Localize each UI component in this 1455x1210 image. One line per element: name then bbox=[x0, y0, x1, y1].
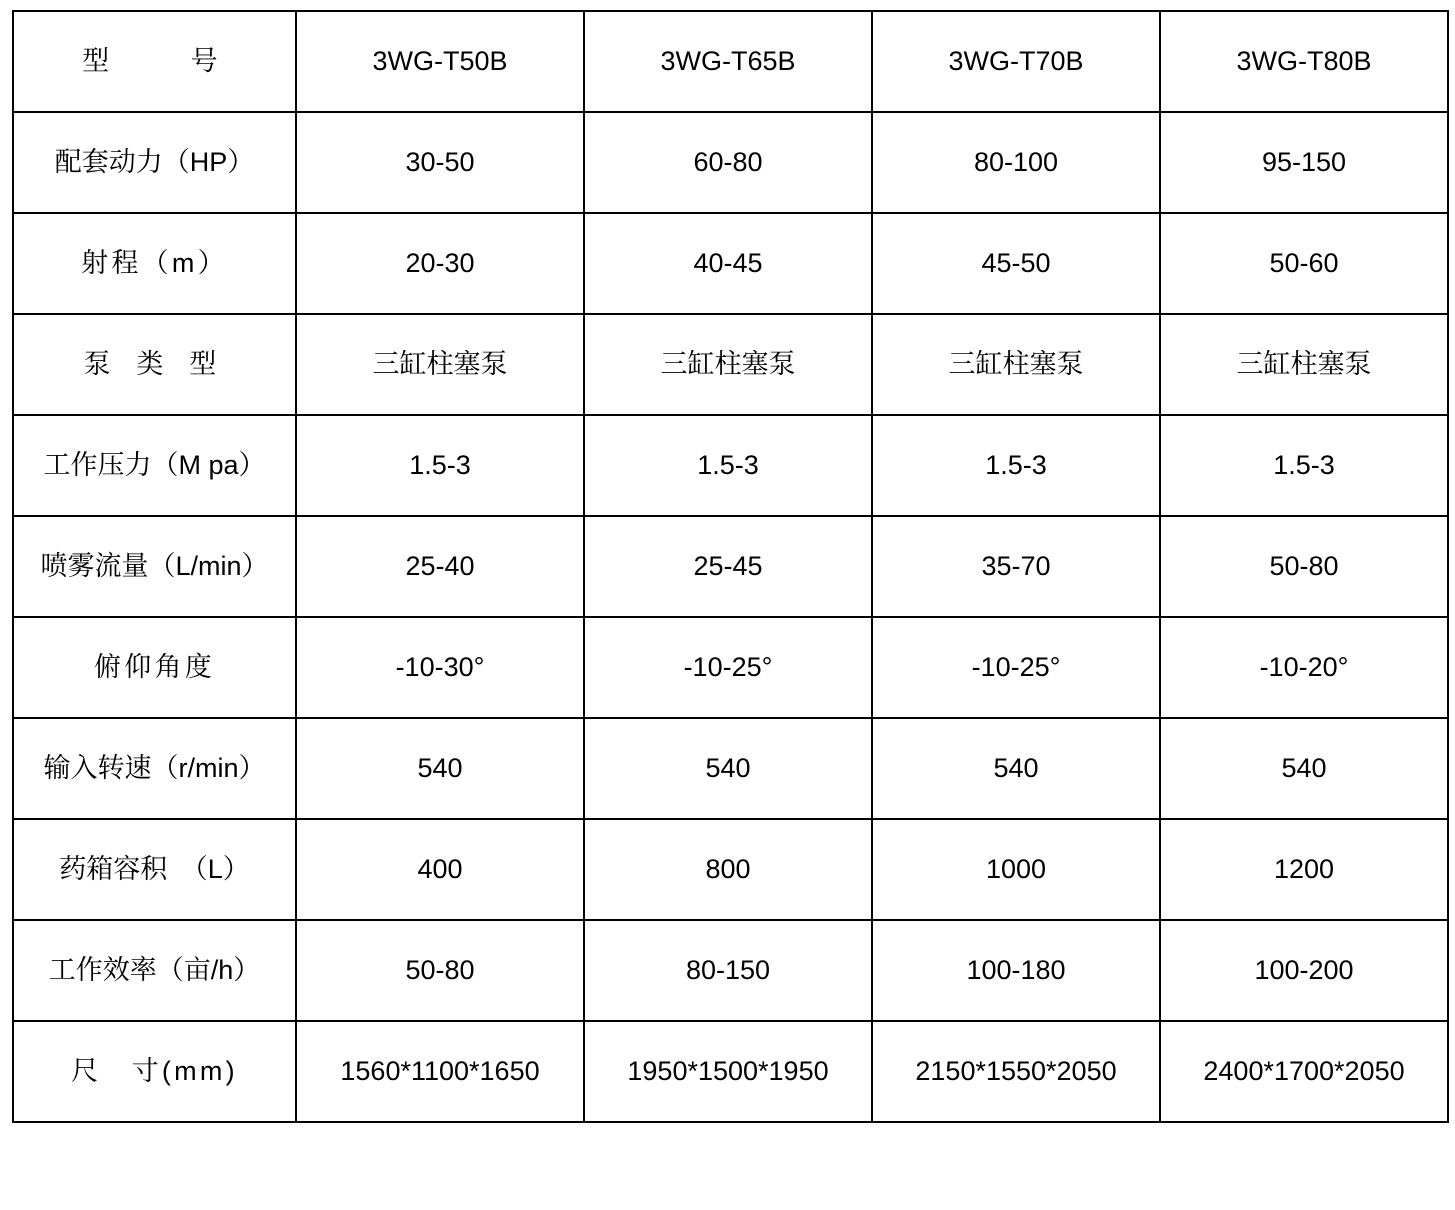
column-header-model-4: 3WG-T80B bbox=[1160, 11, 1448, 112]
row-value: 800 bbox=[584, 819, 872, 920]
row-value: 1560*1100*1650 bbox=[296, 1021, 584, 1122]
row-value: 1950*1500*1950 bbox=[584, 1021, 872, 1122]
row-value: 三缸柱塞泵 bbox=[1160, 314, 1448, 415]
column-header-model: 型 号 bbox=[13, 11, 296, 112]
row-value: 100-180 bbox=[872, 920, 1160, 1021]
row-value: 95-150 bbox=[1160, 112, 1448, 213]
row-label: 药箱容积 （L） bbox=[13, 819, 296, 920]
table-header-row bbox=[13, 11, 1448, 112]
row-value: 2400*1700*2050 bbox=[1160, 1021, 1448, 1122]
specification-table bbox=[12, 10, 1449, 1123]
row-value: 2150*1550*2050 bbox=[872, 1021, 1160, 1122]
row-value: 540 bbox=[296, 718, 584, 819]
column-header-model-2: 3WG-T65B bbox=[584, 11, 872, 112]
table-row bbox=[13, 920, 1448, 1021]
row-value: 25-45 bbox=[584, 516, 872, 617]
table-row bbox=[13, 1021, 1448, 1122]
row-label: 泵 类 型 bbox=[13, 314, 296, 415]
row-value: 50-80 bbox=[296, 920, 584, 1021]
row-value: 60-80 bbox=[584, 112, 872, 213]
table-row bbox=[13, 415, 1448, 516]
table-row bbox=[13, 213, 1448, 314]
row-value: 1.5-3 bbox=[584, 415, 872, 516]
row-value: 540 bbox=[1160, 718, 1448, 819]
table-row bbox=[13, 314, 1448, 415]
row-value: 80-100 bbox=[872, 112, 1160, 213]
row-value: 35-70 bbox=[872, 516, 1160, 617]
table-row bbox=[13, 112, 1448, 213]
table-row bbox=[13, 819, 1448, 920]
row-label: 配套动力（HP） bbox=[13, 112, 296, 213]
row-value: -10-25° bbox=[584, 617, 872, 718]
table-row bbox=[13, 718, 1448, 819]
row-value: 25-40 bbox=[296, 516, 584, 617]
row-value: 1.5-3 bbox=[872, 415, 1160, 516]
row-value: 40-45 bbox=[584, 213, 872, 314]
row-value: 1.5-3 bbox=[296, 415, 584, 516]
row-value: 540 bbox=[584, 718, 872, 819]
row-value: 400 bbox=[296, 819, 584, 920]
row-label: 喷雾流量（L/min） bbox=[13, 516, 296, 617]
row-label: 工作效率（亩/h） bbox=[13, 920, 296, 1021]
row-value: 三缸柱塞泵 bbox=[584, 314, 872, 415]
row-label: 尺 寸(mm) bbox=[13, 1021, 296, 1122]
row-value: 80-150 bbox=[584, 920, 872, 1021]
table-row bbox=[13, 516, 1448, 617]
row-value: -10-30° bbox=[296, 617, 584, 718]
row-value: 30-50 bbox=[296, 112, 584, 213]
row-value: 540 bbox=[872, 718, 1160, 819]
row-value: -10-20° bbox=[1160, 617, 1448, 718]
row-value: 100-200 bbox=[1160, 920, 1448, 1021]
row-label: 俯仰角度 bbox=[13, 617, 296, 718]
row-value: 1000 bbox=[872, 819, 1160, 920]
row-value: 50-80 bbox=[1160, 516, 1448, 617]
row-value: 1200 bbox=[1160, 819, 1448, 920]
row-label: 射程（m） bbox=[13, 213, 296, 314]
row-value: 1.5-3 bbox=[1160, 415, 1448, 516]
row-label: 输入转速（r/min） bbox=[13, 718, 296, 819]
row-value: 20-30 bbox=[296, 213, 584, 314]
table-row bbox=[13, 617, 1448, 718]
row-value: 50-60 bbox=[1160, 213, 1448, 314]
column-header-model-1: 3WG-T50B bbox=[296, 11, 584, 112]
row-value: 三缸柱塞泵 bbox=[872, 314, 1160, 415]
row-value: 三缸柱塞泵 bbox=[296, 314, 584, 415]
row-value: -10-25° bbox=[872, 617, 1160, 718]
row-label: 工作压力（M pa） bbox=[13, 415, 296, 516]
row-value: 45-50 bbox=[872, 213, 1160, 314]
column-header-model-3: 3WG-T70B bbox=[872, 11, 1160, 112]
